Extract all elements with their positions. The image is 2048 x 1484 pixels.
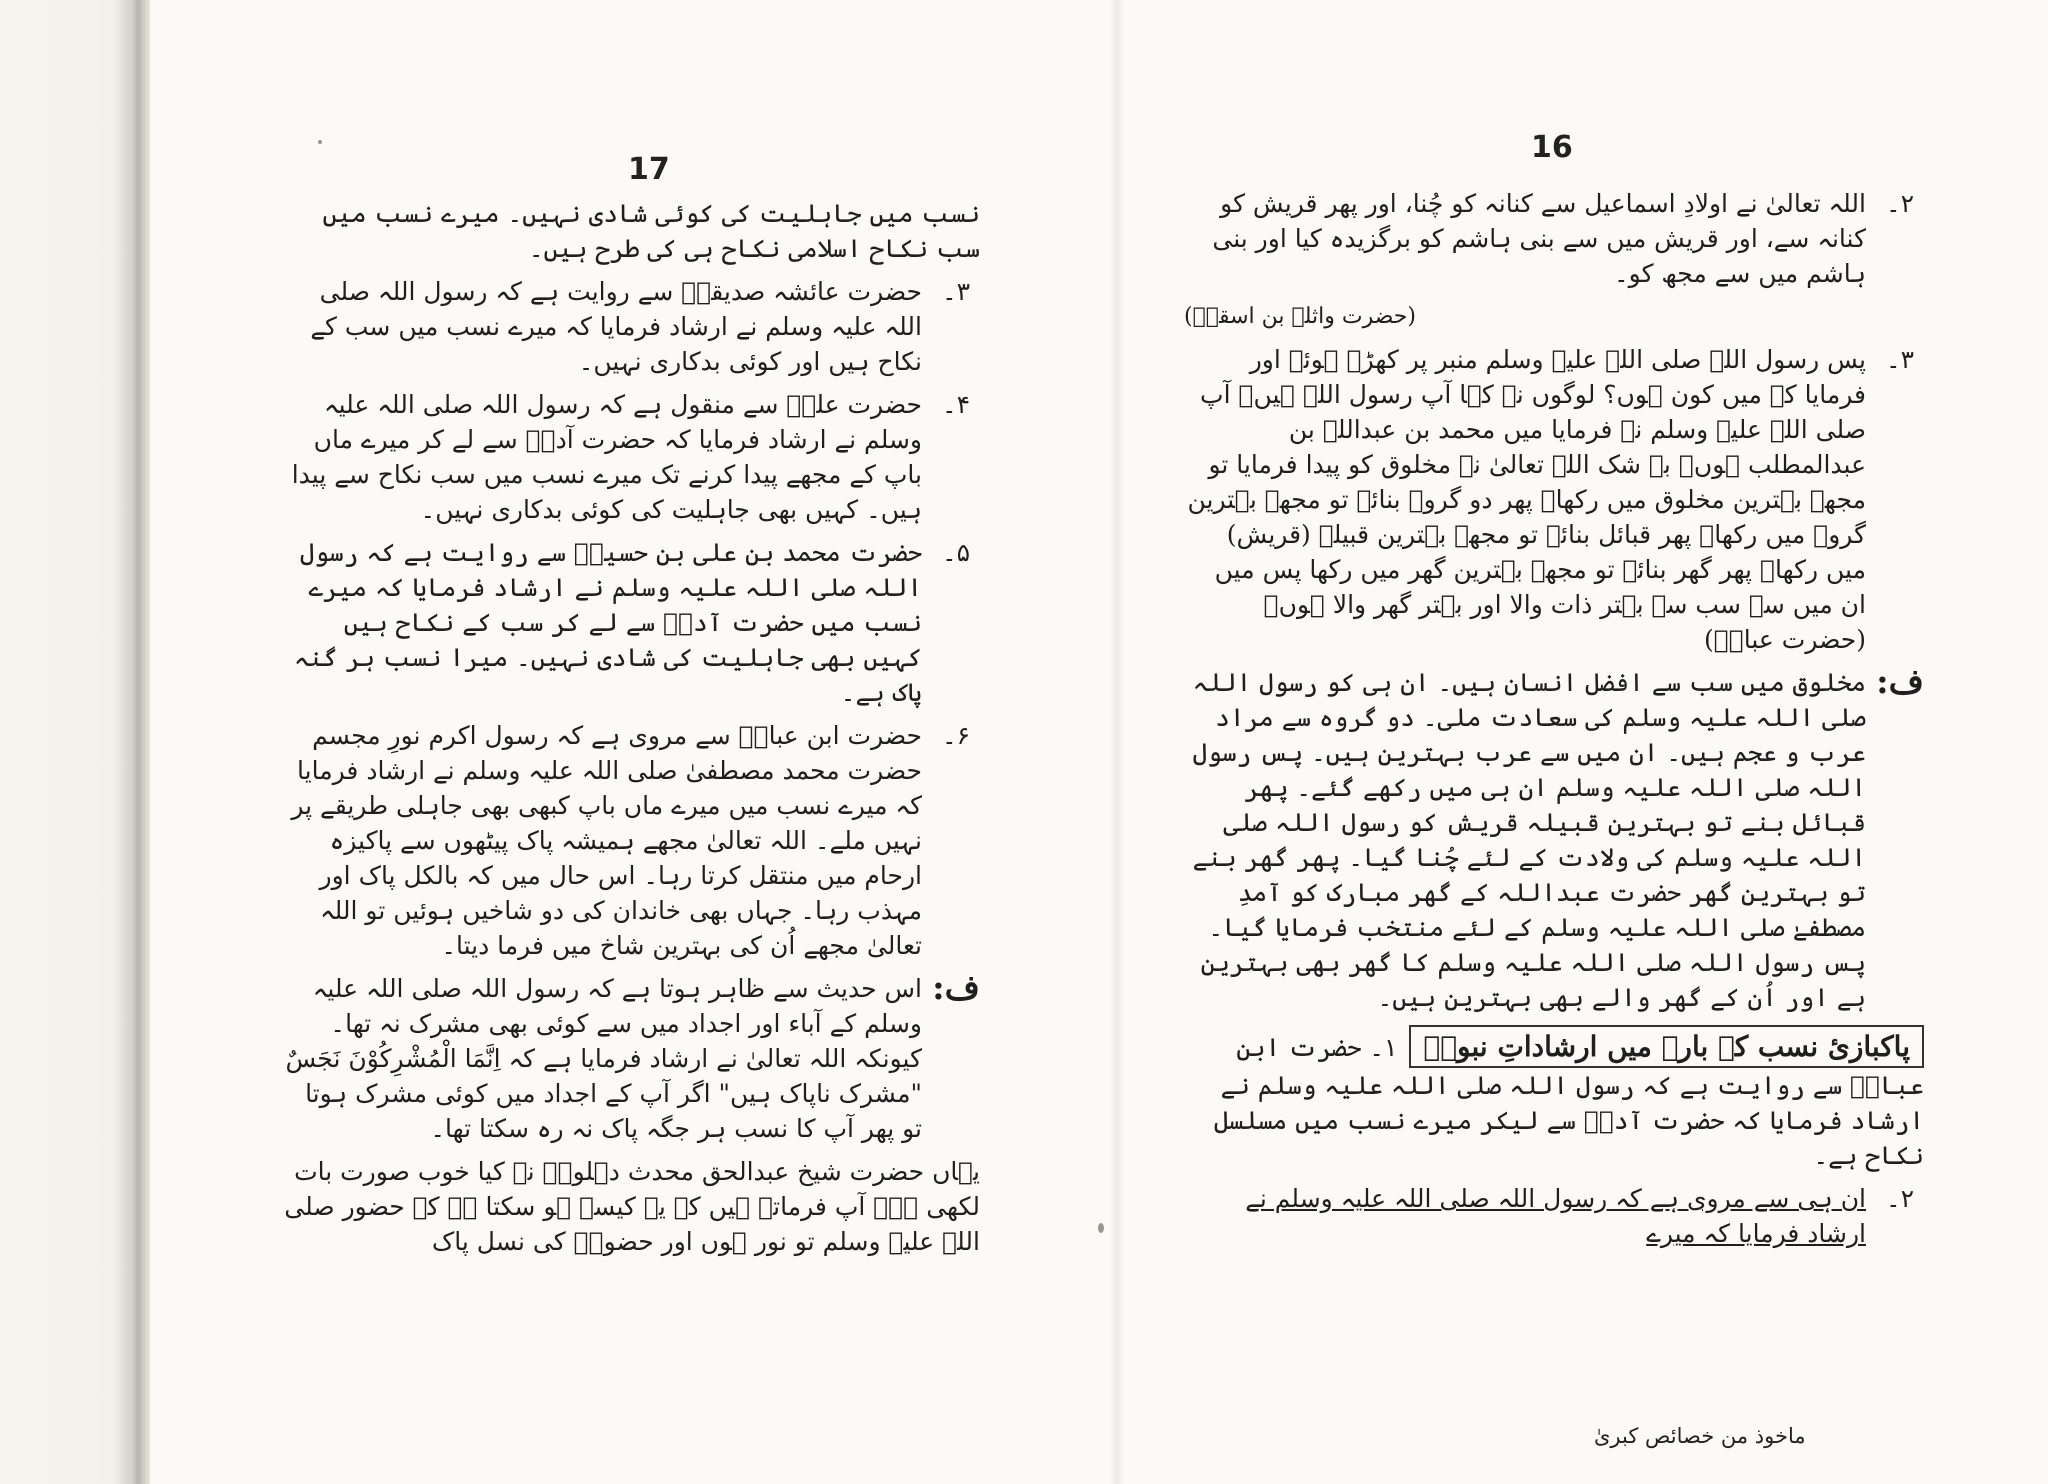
- paragraph-number: ۳۔: [941, 277, 971, 306]
- hadith-4: ۴۔ حضرت علیؓ سے منقول ہے کہ رسول اللہ صلی اللہ علیہ وسلم نے ارشاد فرمایا کہ حضرت آدمؑ سے لے کر میرے ماں باپ کے مجھے پیدا کرنے تک میرے نسب میں سب نکاح سے پیدا ہیں۔ کہیں بھی جاہلیت کی کوئی بدکاری نہیں۔: [280, 387, 980, 527]
- paragraph-number: ۵۔: [941, 538, 971, 567]
- commentary-fa: ف: اس حدیث سے ظاہر ہوتا ہے کہ رسول اللہ صلی اللہ علیہ وسلم کے آباء اور اجداد میں سے کوئی بھی مشرک نہ تھا۔ کیونکہ اللہ تعالیٰ نے ارشاد فرمایا ہے کہ اِنَّمَا الْمُشْرِکُوْنَ نَجَسٌ "مشرک ناپاک ہیں" اگر آپ کے اجداد میں کوئی مشرک ہوتا تو پھر آپ کا نسب ہر جگہ پاک نہ رہ سکتا تھا۔: [285, 968, 980, 1143]
- hadith-3: ۳۔ حضرت عائشہ صدیقہؓ سے روایت ہے کہ رسول اللہ صلی اللہ علیہ وسلم نے ارشاد فرمایا کہ میرے نسب میں سب کے نکاح ہیں اور کوئی بدکاری نہیں۔: [280, 274, 980, 379]
- hadith-6: ۶۔ حضرت ابن عباسؓ سے مروی ہے کہ رسول اکرم نورِ مجسم حضرت محمد مصطفیٰ صلی اللہ علیہ وسلم نے ارشاد فرمایا کہ میرے نسب میں میرے ماں باپ کبھی بھی جاہلی طریقے پر نہیں ملے۔ اللہ تعالیٰ مجھے ہمیشہ پاک پیٹھوں سے پاکیزہ ارحام میں منتقل کرتا رہا۔ اس حال میں کہ بالکل پاک اور مہذب رہا۔ جہاں بھی خاندان کی دو شاخیں ہوئیں تو اللہ تعالیٰ مجھے اُن کی بہترین شاخ میں فرما دیتا۔: [280, 718, 980, 963]
- scan-speck: [318, 140, 322, 144]
- scan-speck: [1098, 1223, 1104, 1233]
- hadith-2: ۲۔ اللہ تعالیٰ نے اولادِ اسماعیل سے کنانہ کو چُنا، اور پھر قریش کو کنانہ سے، اور قریش میں سے بنی ہاشم کو برگزیدہ کیا اور بنی ہاشم میں سے مجھ کو۔: [1184, 186, 1924, 291]
- page-body: [1184, 186, 1924, 1259]
- fa-marker: ف:: [932, 968, 980, 1008]
- section-heading: پاکبازیٔ نسب کے بارے میں ارشاداتِ نبویؐ: [1409, 1025, 1924, 1068]
- narrator-attribution: (حضرت واثلہ بن اسقعؓ): [1184, 304, 1416, 329]
- paragraph-number: ۶۔: [941, 721, 971, 750]
- footnote: ماخوذ من خصائص کبریٰ: [1594, 1424, 1806, 1448]
- commentary-fa: ف: مخلوق میں سب سے افضل انسان ہیں۔ ان ہی کو رسول اللہ صلی اللہ علیہ وسلم کی سعادت ملی۔ دو گروہ سے مراد عرب و عجم ہیں۔ ان میں سے عرب بہترین ہیں۔ پس رسول اللہ صلی اللہ علیہ وسلم ان ہی میں رکھے گئے۔ پھر قبائل بنے تو بہترین قبیلہ قریش کو رسول اللہ صلی اللہ علیہ وسلم کی ولادت کے لئے چُنا گیا۔ پھر گھر بنے تو بہترین گھر حضرت عبداللہ کے گھر مبارک کو آمدِ مصطفےٰ صلی اللہ علیہ وسلم کے لئے منتخب فرمایا گیا۔ پس رسول اللہ صلی اللہ علیہ وسلم کا گھر بھی بہترین ہے اور اُن کے گھر والے بھی بہترین ہیں۔: [1192, 662, 1924, 1012]
- section-hadith-2: ۲۔ ان ہی سے مروی ہے کہ رسول اللہ صلی اللہ علیہ وسلم نے ارشاد فرمایا کہ میرے: [1184, 1181, 1924, 1251]
- page-number: 17: [628, 152, 670, 187]
- paragraph-number: ۲۔: [1885, 189, 1915, 218]
- fa-marker: ف:: [1876, 662, 1924, 702]
- page-number: 16: [1531, 130, 1573, 165]
- paragraph-number: ۴۔: [941, 390, 971, 419]
- paragraph-number: ۱۔: [1369, 1033, 1398, 1062]
- hadith-3: ۳۔ پس رسول اللہ صلی اللہ علیہ وسلم منبر پر کھڑے ہوئے اور فرمایا کہ میں کون ہوں؟ لوگوں نے کہا آپ رسول اللہ ہیں۔ آپ صلی اللہ علیہ وسلم نے فرمایا میں محمد بن عبداللہ بن عبدالمطلب ہوں۔ بے شک اللہ تعالیٰ نے مخلوق کو پیدا فرمایا تو مجھے بہترین مخلوق میں رکھا۔ پھر دو گروہ بنائے تو مجھے بہترین گروہ میں رکھا۔ پھر قبائل بنائے تو مجھے بہترین قبیلہ (قریش) میں رکھا۔ پھر گھر بنائے تو مجھے بہترین گھر میں رکھا پس میں ان میں سے سب سے بہتر ذات والا اور بہتر گھر والا ہوں۔ (حضرت عباسؓ): [1184, 342, 1924, 657]
- scan-margin: [0, 0, 150, 1484]
- section-1: پاکبازیٔ نسب کے بارے میں ارشاداتِ نبویؐ۱۔ حضرت ابن عباسؓ سے روایت ہے کہ رسول اللہ صلی اللہ علیہ وسلم نے ارشاد فرمایا کہ حضرت آدمؑ سے لیکر میرے نسب میں مسلسل نکاح ہے۔: [1184, 1025, 1924, 1173]
- paragraph-number: ۲۔: [1885, 1184, 1915, 1213]
- hadith-5: ۵۔ حضرت محمد بن علی بن حسینؓ سے روایت ہے کہ رسول اللہ صلی اللہ علیہ وسلم نے ارشاد فرمایا کہ میرے نسب میں حضرت آدمؑ سے لے کر سب کے نکاح ہیں کہیں بھی جاہلیت کی شادی نہیں۔ میرا نسب ہر گنہ پاک ہے۔: [280, 535, 980, 710]
- paragraph-shaikh: یہاں حضرت شیخ عبدالحق محدث دہلویؒ نے کیا خوب صورت بات لکھی ہے۔ آپ فرماتے ہیں کہ یہ کیسے ہو سکتا ہے کہ حضور صلی اللہ علیہ وسلم تو نور ہوں اور حضورؐ کی نسل پاک: [284, 1157, 980, 1256]
- paragraph-number: ۳۔: [1885, 345, 1915, 374]
- paragraph-continuation: نسب میں جاہلیت کی کوئی شادی نہیں۔ میرے نسب میں سب نکاح اسلامی نکاح ہی کی طرح ہیں۔: [322, 199, 980, 263]
- page-body: [280, 196, 980, 1267]
- book-binding: [1110, 0, 1124, 1484]
- page-17: [150, 0, 1110, 1484]
- page-16: [1124, 0, 2048, 1484]
